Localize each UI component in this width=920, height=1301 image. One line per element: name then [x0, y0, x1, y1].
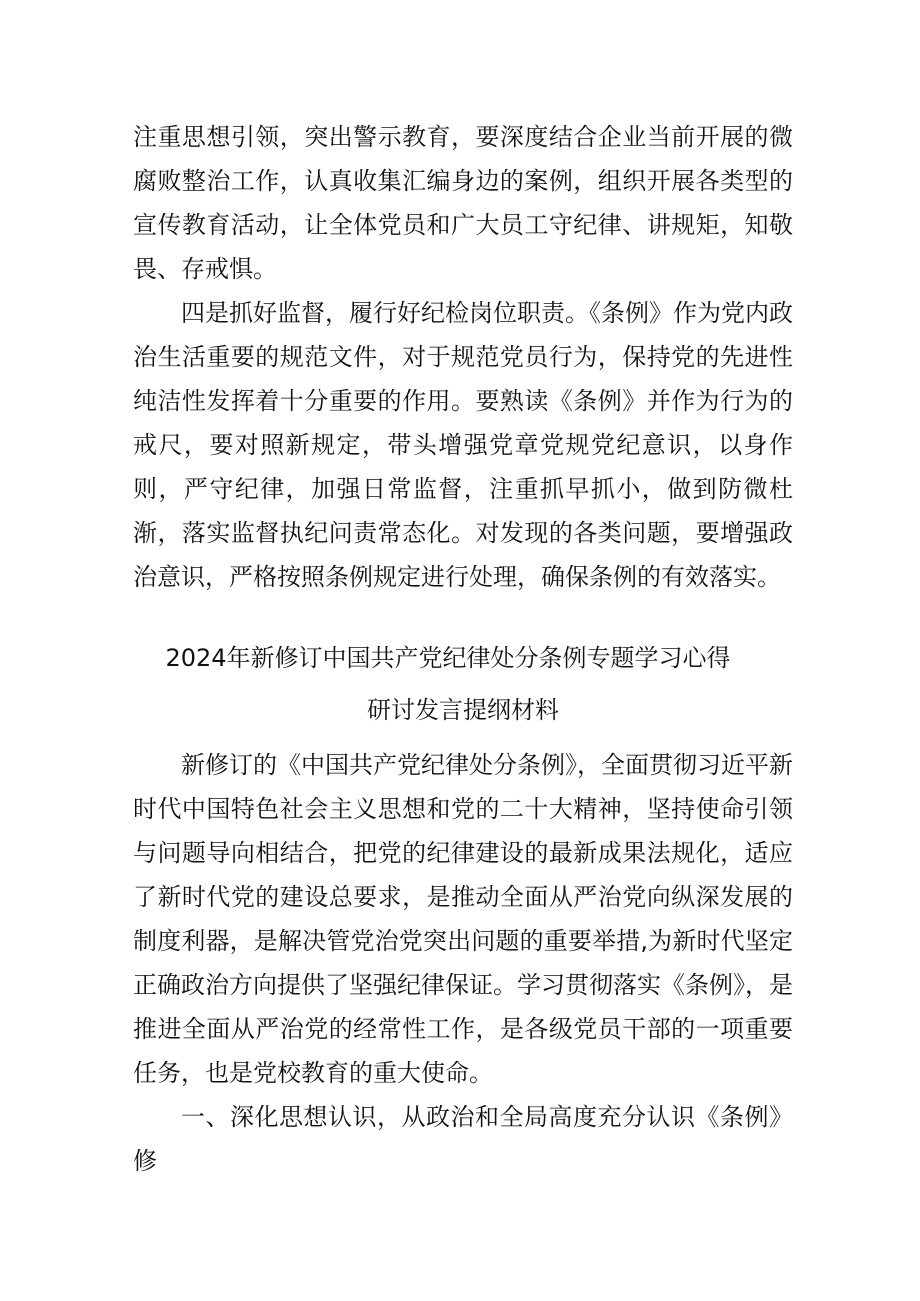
paragraph-supervision: 四是抓好监督，履行好纪检岗位职责。《条例》作为党内政治生活重要的规范文件，对于规范党员行为，保持党的先进性纯洁性发挥着十分重要的作用。要熟读《条例》并作为行为的戒尺，要对照新规定，带头增强党章党规党纪意识，以身作则，严守纪律，加强日常监督，注重抓早抓小，做到防微杜渐，落实监督执纪问责常态化。对发现的各类问题，要增强政治意识，严格按照条例规定进行处理，确保条例的有效落实。 — [133, 299, 793, 591]
title-line-2: 研讨发言提纲材料 — [367, 696, 559, 724]
body-section-2 — [133, 743, 793, 1183]
document-title — [133, 632, 793, 736]
paragraph-introduction: 新修订的《中国共产党纪律处分条例》，全面贯彻习近平新时代中国特色社会主义思想和党的二十大精神，坚持使命引领与问题导向相结合，把党的纪律建设的最新成果法规化，适应了新时代党的建设总要求，是推动全面从严治党向纵深发展的制度利器，是解决管党治党突出问题的重要举措,为新时代坚定正确政治方向提供了坚强纪律保证。学习贯彻落实《条例》，是推进全面从严治党的经常性工作，是各级党员干部的一项重要任务，也是党校教育的重大使命。 — [133, 751, 793, 1087]
title-line-1: 2024年新修订中国共产党纪律处分条例专题学习心得 — [165, 644, 731, 672]
paragraph-continuation: 注重思想引领，突出警示教育，要深度结合企业当前开展的微腐败整治工作，认真收集汇编身边的案例，组织开展各类型的宣传教育活动，让全体党员和广大员工守纪律、讲规矩，知敬畏、存戒惧。 — [133, 123, 793, 283]
body-section-1 — [133, 115, 793, 599]
paragraph-heading-one: 一、深化思想认识，从政治和全局高度充分认识《条例》修 — [133, 1103, 793, 1175]
